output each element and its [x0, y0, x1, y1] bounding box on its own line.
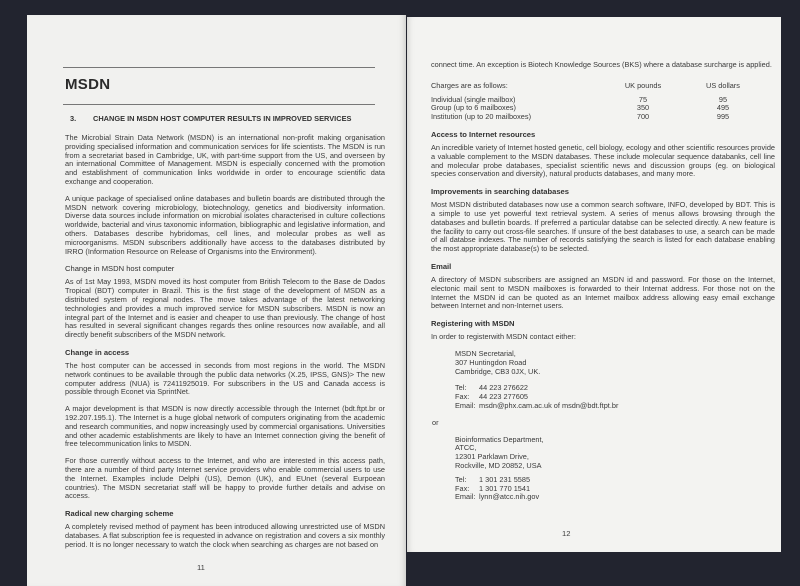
paragraph: A unique package of specialised online databases and bulletin boards are distributed through the MSDN network covering microbiology, biotechnology, genetics and biodiversity information. Diverse data sources include information on microbial isolates characterised in culture collections worldwide, bacterial and virus taxonomic information, bibliographic and legislative information, and others. Databases describe hybridomas, cell lines, and molecular probes as well as microorganisms. MSDN subscribers additionally have access to the databases distributed by IRRO (Information Resource on Release of Organisms into the Environment).	[65, 193, 385, 256]
subheading: Email	[431, 261, 452, 271]
email-value: msdn@phx.cam.ac.uk of msdn@bdt.ftpt.br	[479, 400, 619, 410]
address-line: Cambridge, CB3 0JX, UK.	[455, 366, 541, 376]
paragraph: connect time. An exception is Biotech Knowledge Sources (BKS) where a database surcharge is applied.	[431, 60, 772, 69]
tel-value: 1 301 231 5585	[479, 474, 531, 484]
uk-price: 350	[636, 103, 650, 113]
paragraph: Most MSDN distributed databases now use a common search software, INFO, developed by BDT. This is a simple to use yet powerful text retrieval system. A series of menus allows browsing through the databases and bulletin boards. If preferred a particular databse can be selected directly. A new feature is the facility to carry out cross-file searches. If unsure of the best databases to use, a search can be made of all databse indexes. The number of records satisfying the search is listed for each database enabling the most appropriate database(s) to be selected.	[431, 200, 775, 254]
fax-value: 44 223 277605	[479, 392, 529, 402]
contact-atcc	[455, 436, 775, 503]
fax-label: Fax:	[455, 483, 470, 493]
row-name: Group (up to 6 mailboxes)	[431, 103, 516, 113]
us-price: 95	[718, 94, 728, 104]
uk-price: 75	[638, 94, 648, 104]
row-name: Individual (single mailbox)	[431, 94, 516, 104]
paragraph: As of 1st May 1993, MSDN moved its host computer from British Telecom to the Base de Dados Tropical (BDT) computer in Brazil. This is the first stage of the development of MSDN as a distributed system of regional nodes. The move takes advantage of the latest networking technologies and provides a much improved service for MSDN subscribers. MSDN is now an integral part of the Internet and is easier and cheaper to use than previously. The change of host has resulted in several significant changes regards thes online resources now available, and all directly benefit subscribers of the MSDN network.	[65, 277, 385, 340]
uk-price: 700	[636, 112, 650, 122]
subheading: Change in access	[65, 347, 130, 357]
address-line: Bioinformatics Department,	[455, 434, 544, 444]
address-line: ATCC,	[455, 443, 477, 453]
paragraph: A directory of MSDN subscribers are assigned an MSDN id and password. For those on the Internet, electonic mail sent to MSDN mailboxes is forwarded to their Internat address. For those not on the Internet the MSDN id can be quoted as an Internet mailbox address allowing easy email exchange between Internet and non-Internet users.	[431, 274, 775, 311]
paragraph: A completely revised method of payment has been introduced allowing unrestricted use of MSDN databases. A flat subscription fee is requested in advance on registration and covers a six monthly period. It is no longer necessary to watch the clock when searching as charges are not based on	[65, 522, 385, 549]
or-label: or	[432, 417, 439, 427]
subheading: Radical new charging scheme	[65, 509, 174, 519]
contact-msdn	[455, 350, 775, 411]
column-header-us: US dollars	[706, 80, 740, 90]
section-number: 3.	[70, 114, 77, 123]
paragraph: In order to registerwith MSDN contact either:	[431, 332, 576, 342]
address-line: 12301 Parklawn Drive,	[455, 452, 529, 462]
address-line: MSDN Secretarial,	[455, 348, 516, 358]
charges-label: Charges are as follows:	[431, 80, 508, 90]
divider	[63, 67, 375, 68]
paragraph: The host computer can be accessed in seconds from most regions in the world. The MSDN network continues to be available through the public data networks (X.25, IPSS, GNS)> The new computer address (NUA) is 72411925019. For subscribers in the US and Canada access is possible through Econet via SprintNet.	[65, 360, 385, 397]
us-price: 495	[716, 103, 730, 113]
right-page	[407, 17, 781, 552]
section-heading	[70, 114, 385, 123]
section-title: CHANGE IN MSDN HOST COMPUTER RESULTS IN IMPROVED SERVICES	[93, 114, 352, 123]
subheading: Improvements in searching databases	[431, 187, 570, 197]
us-price: 995	[716, 112, 730, 122]
subheading: Change in MSDN host computer	[65, 264, 175, 274]
page-title: MSDN	[65, 76, 111, 93]
email-value: lynn@atcc.nih.gov	[479, 492, 540, 502]
fax-value: 1 301 770 1541	[479, 483, 531, 493]
paragraph: The Microbial Strain Data Network (MSDN) is an international non-profit making organisation providing specialised information and communication services for life scientists. The MSDN is run from a secretariat based in Cambridge, UK, with part-time support from the US, and overseen by an international Committee of Management. MSDN is especially concerned with the promotion and establishment of communication links worldwide in order to encourage scientific data exchange and cooperation.	[65, 133, 385, 186]
tel-label: Tel:	[455, 383, 467, 393]
page-number: 12	[562, 529, 571, 538]
table-row	[431, 113, 775, 122]
subheading: Access to Internet resources	[431, 129, 536, 139]
email-label: Email:	[455, 492, 476, 502]
paragraph: An incredible variety of Internet hosted genetic, cell biology, ecology and other scientific resources provide a valuable complement to the MSDN databases. These include molecular sequence databanks, cell line and molecular probe databases, specialist scientific news and discussion groups (eg. on biological species conservation and diversity), natural products databases, and many more.	[431, 142, 775, 179]
paragraph: A major development is that MSDN is now directly accessible through the Internet (bdt.ftpt.br or 192.207.195.1). The Internet is a huge global network of computers originating from the academic and research communities, and nopw increasingly used by commercial organisations. Universities and other academic establishments are likely to have an Internet connection giving the benefit of free telecommunication links to MSDN.	[65, 404, 385, 449]
subheading: Registering with MSDN	[431, 319, 515, 329]
address-line: Rockville, MD 20852, USA	[455, 460, 542, 470]
column-header-uk: UK pounds	[624, 80, 662, 90]
fax-label: Fax:	[455, 392, 470, 402]
left-page	[27, 15, 406, 586]
tel-value: 44 223 276622	[479, 383, 529, 393]
divider	[63, 104, 375, 105]
email-label: Email:	[455, 400, 476, 410]
page-number: 11	[197, 563, 205, 573]
tel-label: Tel:	[455, 474, 467, 484]
charges-table	[431, 82, 775, 122]
address-line: 307 Huntingdon Road	[455, 357, 527, 367]
row-name: Institution (up to 20 mailboxes)	[431, 112, 532, 122]
paragraph: For those currently without access to the Internet, and who are interested in this access path, there are a number of third party Internet service providers who enable commercial users to use the Internet. Examples include Delphi (US), Demon (UK), and EUnet (several Eurpoean countries). The MSDN secretariat staff will be happy to provide further details and advise on access.	[65, 456, 385, 501]
